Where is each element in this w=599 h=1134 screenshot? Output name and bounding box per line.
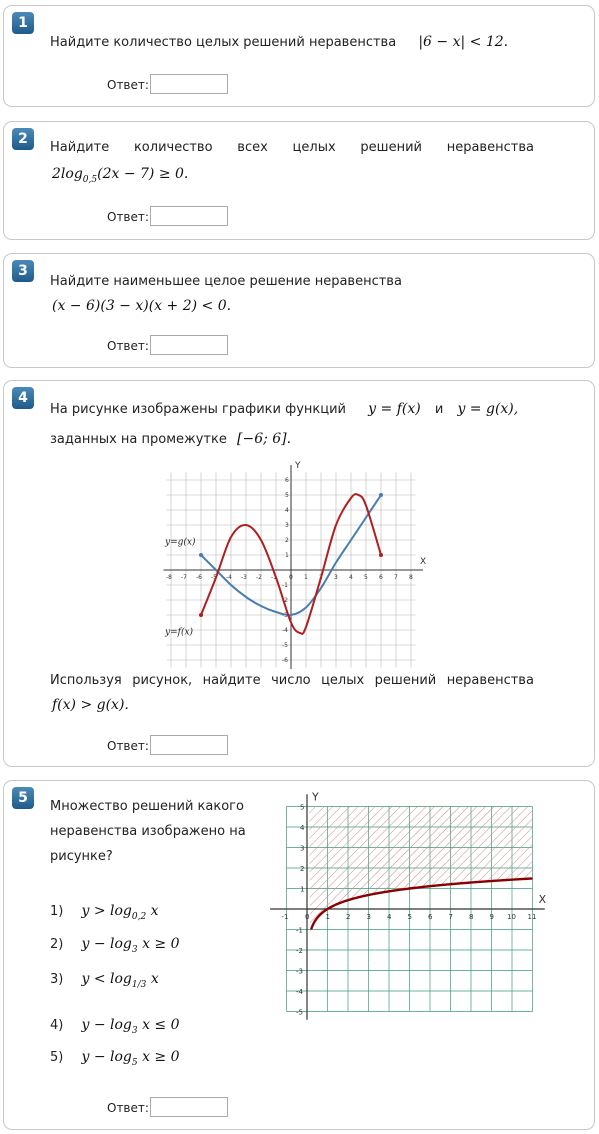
endpoint bbox=[199, 613, 203, 617]
formula-sub: 0,5 bbox=[82, 174, 98, 185]
x-tick-label: -7 bbox=[181, 574, 187, 581]
x-tick-label: 0 bbox=[289, 574, 293, 581]
log-graph bbox=[274, 790, 547, 1037]
y-tick-label: 1 bbox=[300, 885, 305, 894]
formula-part: 2log bbox=[52, 166, 83, 182]
answer-input[interactable] bbox=[150, 1097, 228, 1117]
hatched-region bbox=[307, 807, 533, 934]
answer-input[interactable] bbox=[150, 735, 228, 755]
answer-input[interactable] bbox=[150, 74, 228, 94]
task-text bbox=[50, 401, 518, 417]
option-sub: 5 bbox=[131, 1057, 138, 1068]
x-tick-label: 3 bbox=[366, 913, 371, 921]
answer-label: Ответ: bbox=[107, 339, 149, 353]
word: найдите bbox=[202, 673, 261, 688]
option-4 bbox=[50, 1017, 180, 1036]
option-formula: x bbox=[146, 971, 159, 987]
function-graph bbox=[161, 460, 425, 662]
word: Используя bbox=[50, 673, 122, 688]
answer-label: Ответ: bbox=[107, 1101, 149, 1115]
x-tick-label: 1 bbox=[304, 574, 308, 581]
x-tick-label: 5 bbox=[407, 913, 412, 921]
x-axis-label: X bbox=[420, 557, 427, 567]
g-label: y=g(x) bbox=[165, 537, 196, 548]
question-line: Множество решений какого bbox=[50, 799, 244, 814]
task-formula: (x − 6)(3 − x)(x + 2) < 0. bbox=[52, 298, 232, 314]
task-text-3 bbox=[50, 673, 534, 688]
answer-label: Ответ: bbox=[107, 739, 149, 753]
y-tick-label: 2 bbox=[285, 537, 289, 544]
option-2 bbox=[50, 936, 180, 955]
option-number: 2) bbox=[50, 937, 64, 952]
answer-label: Ответ: bbox=[107, 210, 149, 224]
word: решений bbox=[374, 673, 437, 688]
word: целых bbox=[292, 140, 336, 155]
endpoint bbox=[199, 553, 203, 557]
x-tick-label: 4 bbox=[387, 913, 392, 921]
question-line: неравенства изображено на bbox=[50, 824, 246, 839]
task-question: заданных на промежутке bbox=[50, 432, 227, 447]
task-number: 5 bbox=[12, 787, 34, 809]
x-tick-label: 2 bbox=[319, 574, 323, 581]
y-tick-label: -2 bbox=[282, 597, 288, 604]
x-tick-label: 10 bbox=[507, 913, 516, 921]
formula-g: y = g(x), bbox=[457, 401, 519, 417]
x-tick-label: 7 bbox=[448, 913, 453, 921]
task-question: Найдите количество целых решений неравенства bbox=[50, 35, 397, 50]
task-card-4 bbox=[3, 380, 595, 767]
x-tick-label: 7 bbox=[394, 574, 398, 581]
x-axis-label: X bbox=[538, 893, 547, 906]
x-tick-label: 1 bbox=[325, 913, 330, 921]
option-formula: x ≥ 0 bbox=[137, 1049, 180, 1065]
y-tick-label: -4 bbox=[282, 627, 288, 634]
y-tick-label: -2 bbox=[296, 947, 303, 955]
y-tick-label: -1 bbox=[296, 926, 303, 935]
x-tick-label: 2 bbox=[346, 913, 351, 921]
y-tick-label: 5 bbox=[285, 492, 289, 499]
option-sub: 3 bbox=[131, 944, 138, 955]
task-number: 2 bbox=[12, 128, 34, 150]
option-formula: x ≤ 0 bbox=[137, 1017, 180, 1033]
word: число bbox=[271, 673, 311, 688]
answer-label: Ответ: bbox=[107, 78, 149, 92]
word: количество bbox=[133, 140, 213, 155]
x-tick-label: -8 bbox=[166, 574, 172, 581]
word: всех bbox=[237, 140, 268, 155]
x-tick-label: 6 bbox=[428, 913, 433, 921]
x-tick-label: 4 bbox=[349, 574, 353, 581]
y-tick-label: 6 bbox=[285, 477, 289, 484]
y-tick-label: -4 bbox=[296, 988, 303, 996]
word: Найдите bbox=[50, 140, 110, 155]
task-text-2 bbox=[50, 431, 291, 447]
task-number: 3 bbox=[12, 260, 34, 282]
option-formula: y − log bbox=[81, 936, 132, 952]
formula-f: y = f(x) bbox=[368, 401, 421, 417]
x-tick-label: 3 bbox=[334, 574, 338, 581]
word: неравенства bbox=[446, 140, 534, 155]
x-tick-label: 6 bbox=[379, 574, 383, 581]
answer-input[interactable] bbox=[150, 206, 228, 226]
endpoint bbox=[379, 553, 383, 557]
option-formula: y < log bbox=[81, 971, 132, 987]
x-tick-label: -4 bbox=[226, 574, 232, 581]
option-number: 1) bbox=[50, 904, 64, 919]
x-tick-label: 9 bbox=[489, 913, 494, 921]
word: рисунок, bbox=[132, 673, 193, 688]
y-axis-label: Y bbox=[295, 461, 301, 471]
task-formula bbox=[52, 166, 188, 185]
task-card-3 bbox=[3, 253, 595, 368]
option-formula: y − log bbox=[81, 1049, 132, 1065]
option-number: 4) bbox=[50, 1018, 64, 1033]
y-tick-label: 4 bbox=[285, 507, 289, 514]
x-tick-label: -1 bbox=[281, 913, 289, 921]
f-label: y=f(x) bbox=[165, 627, 194, 638]
task-card-5 bbox=[3, 780, 595, 1130]
endpoint bbox=[379, 493, 383, 497]
option-number: 3) bbox=[50, 972, 64, 987]
task-text bbox=[50, 34, 508, 50]
interval: [−6; 6]. bbox=[237, 431, 292, 447]
y-tick-label: -3 bbox=[282, 612, 288, 619]
y-tick-label: -1 bbox=[282, 582, 288, 589]
word: целых bbox=[321, 673, 365, 688]
question-line: рисунке? bbox=[50, 849, 113, 864]
answer-input[interactable] bbox=[150, 335, 228, 355]
option-sub: 1/3 bbox=[131, 979, 147, 990]
x-tick-label: 8 bbox=[409, 574, 413, 581]
option-sub: 0,2 bbox=[131, 911, 147, 922]
option-formula: x bbox=[146, 903, 159, 919]
task-formula: f(x) > g(x). bbox=[52, 697, 129, 713]
x-tick-label: -6 bbox=[196, 574, 202, 581]
y-tick-label: -3 bbox=[296, 967, 303, 976]
y-tick-label: -5 bbox=[296, 1008, 303, 1017]
formula-part: (2x − 7) ≥ 0. bbox=[97, 166, 189, 182]
option-5 bbox=[50, 1049, 180, 1068]
word: решений bbox=[360, 140, 422, 155]
option-number: 5) bbox=[50, 1050, 64, 1065]
conjunction: и bbox=[434, 402, 444, 417]
x-tick-label: 11 bbox=[527, 913, 537, 921]
y-tick-label: -6 bbox=[282, 657, 288, 664]
x-tick-label: -1 bbox=[271, 574, 277, 581]
x-tick-label: -2 bbox=[256, 574, 262, 581]
y-tick-label: 4 bbox=[300, 824, 305, 832]
y-tick-label: 3 bbox=[300, 844, 305, 853]
task-number: 4 bbox=[12, 387, 34, 409]
task-formula: |6 − x| < 12. bbox=[418, 34, 509, 50]
x-tick-label: 5 bbox=[364, 574, 368, 581]
task-number: 1 bbox=[12, 12, 34, 34]
option-formula: x ≥ 0 bbox=[137, 936, 180, 952]
task-question: Найдите наименьшее целое решение неравенства bbox=[50, 274, 402, 289]
y-tick-label: 2 bbox=[300, 865, 305, 873]
option-1 bbox=[50, 903, 159, 922]
task-card-1 bbox=[3, 5, 595, 107]
y-tick-label: -5 bbox=[282, 642, 288, 649]
task-question: На рисунке изображены графики функций bbox=[50, 402, 347, 417]
x-tick-label: 0 bbox=[305, 913, 310, 921]
word: неравенства bbox=[446, 673, 534, 688]
option-sub: 3 bbox=[131, 1025, 138, 1036]
task-card-2 bbox=[3, 121, 595, 240]
option-formula: y > log bbox=[81, 903, 132, 919]
x-tick-label: -5 bbox=[211, 574, 217, 581]
y-tick-label: 5 bbox=[300, 803, 305, 812]
task-text bbox=[50, 140, 534, 155]
y-tick-label: 1 bbox=[285, 552, 289, 559]
x-tick-label: -3 bbox=[241, 574, 247, 581]
x-tick-label: 8 bbox=[469, 913, 474, 921]
option-3 bbox=[50, 971, 159, 990]
option-formula: y − log bbox=[81, 1017, 132, 1033]
y-axis-label: Y bbox=[312, 790, 319, 804]
y-tick-label: 3 bbox=[285, 522, 289, 529]
